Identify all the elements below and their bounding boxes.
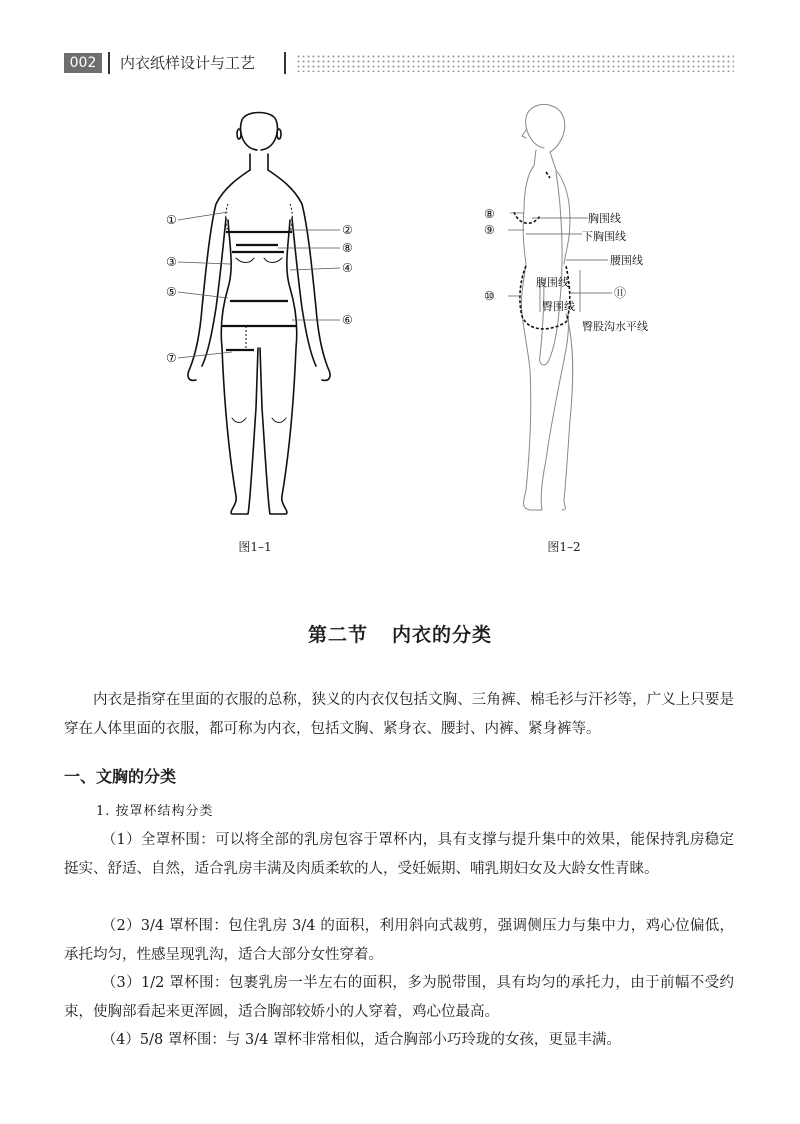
header-dot-pattern bbox=[296, 54, 734, 72]
marker-11: ⑪ bbox=[614, 286, 627, 300]
label-bust-line: 胸围线 bbox=[588, 212, 621, 225]
sub-subsection-heading: 1. 按罩杯结构分类 bbox=[96, 804, 214, 819]
page-number: 002 bbox=[64, 53, 102, 73]
list-item: （4）5/8 罩杯围：与 3/4 罩杯非常相似，适合胸部小巧玲珑的女孩，更显丰满。 bbox=[101, 1032, 621, 1048]
marker-5: ⑤ bbox=[166, 285, 177, 299]
section-heading bbox=[0, 620, 800, 647]
figure-front-body bbox=[150, 108, 380, 528]
figure-side-body bbox=[470, 100, 670, 525]
list-item: （3）1/2 罩杯围：包裹乳房一半左右的面积，多为脱带围，具有均匀的承托力，由于前幅不受约束，使胸部看起来更浑圆，适合胸部较娇小的人穿着，鸡心位最高。 bbox=[64, 975, 734, 1020]
figure1-caption: 图1–1 bbox=[238, 540, 272, 554]
marker-7: ⑦ bbox=[166, 351, 177, 365]
subsection-heading: 一、文胸的分类 bbox=[64, 767, 177, 786]
label-abdomen-line: 腹围线 bbox=[536, 276, 569, 289]
intro-paragraph: 内衣是指穿在里面的衣服的总称，狭义的内衣仅包括文胸、三角裤、棉毛衫与汗衫等，广义上只要是穿在人体里面的衣服，都可称为内衣，包括文胸、紧身衣、腰封、内裤、紧身裤等。 bbox=[64, 692, 734, 737]
label-gluteal-fold-line: 臀股沟水平线 bbox=[582, 320, 648, 333]
marker-9: ⑨ bbox=[484, 223, 495, 237]
marker-4: ④ bbox=[342, 261, 353, 275]
label-waist-line: 腰围线 bbox=[610, 254, 643, 267]
marker-10: ⑩ bbox=[484, 289, 495, 303]
marker-8: ⑧ bbox=[342, 241, 353, 255]
marker-2: ② bbox=[342, 223, 353, 237]
label-underbust-line: 下胸围线 bbox=[582, 230, 626, 243]
marker-8: ⑧ bbox=[484, 207, 495, 221]
header-divider bbox=[284, 52, 286, 74]
marker-1: ① bbox=[166, 213, 177, 227]
figure2-caption: 图1–2 bbox=[547, 540, 581, 554]
marker-3: ③ bbox=[166, 255, 177, 269]
marker-6: ⑥ bbox=[342, 313, 353, 327]
list-item: （1）全罩杯围：可以将全部的乳房包容于罩杯内，具有支撑与提升集中的效果，能保持乳房稳定挺实、舒适、自然，适合乳房丰满及肉质柔软的人，受妊娠期、哺乳期妇女及大龄女性青睐。 bbox=[64, 832, 734, 877]
section-number: 第二节 bbox=[307, 624, 368, 646]
header-divider bbox=[108, 52, 110, 74]
label-hip-line: 臀围线 bbox=[542, 300, 575, 313]
list-item: （2）3/4 罩杯围：包住乳房 3/4 的面积，利用斜向式裁剪，强调侧压力与集中力，鸡心位偏低，承托均匀，性感呈现乳沟，适合大部分女性穿着。 bbox=[64, 918, 734, 963]
section-title: 内衣的分类 bbox=[392, 624, 493, 646]
running-header bbox=[64, 50, 734, 78]
book-title: 内衣纸样设计与工艺 bbox=[120, 54, 256, 72]
